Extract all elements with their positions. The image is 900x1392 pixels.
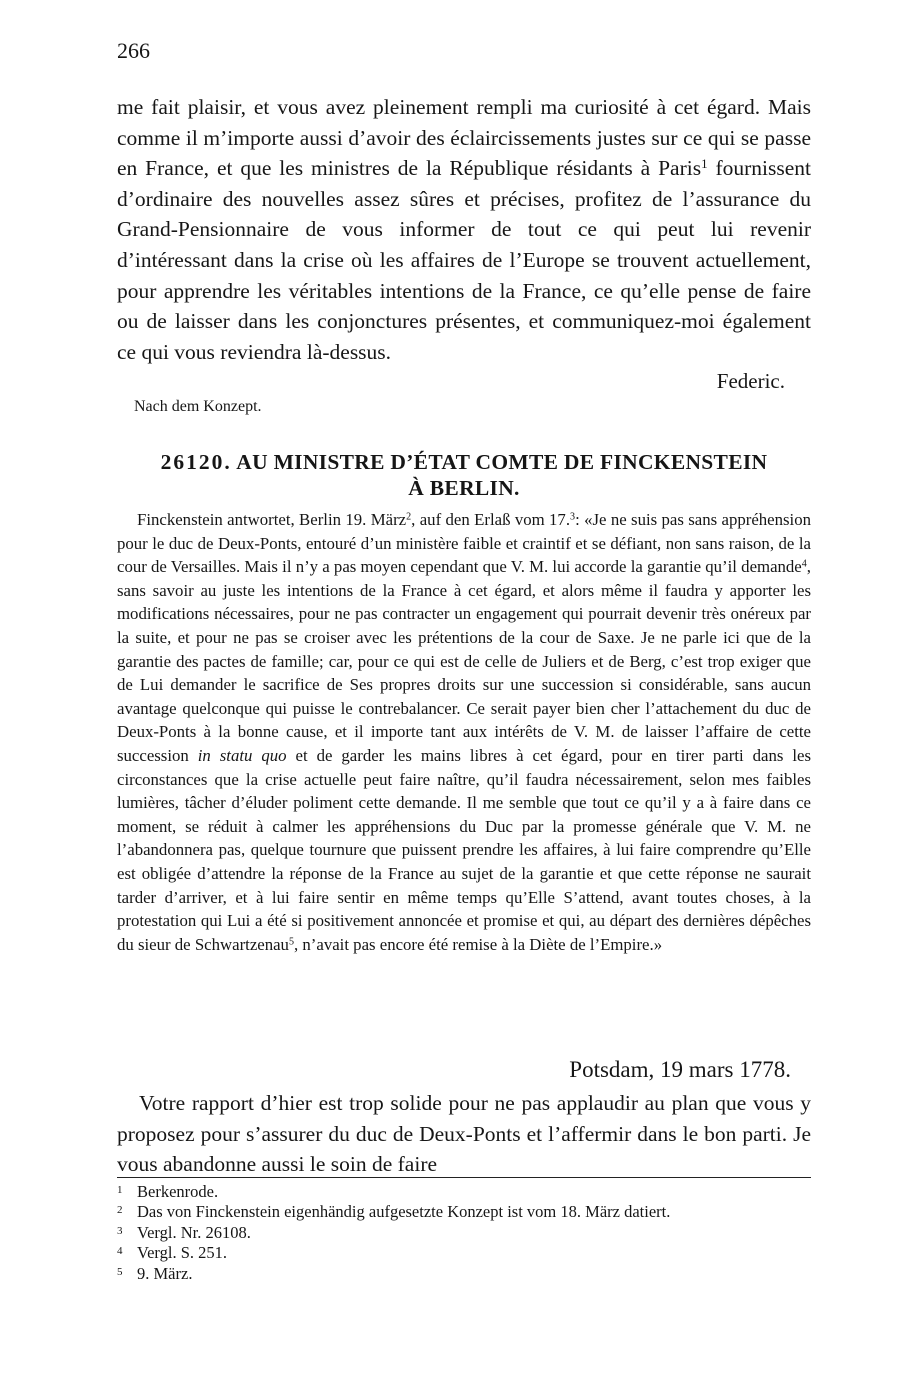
summary-text-f: , n’avait pas encore été remise à la Diète de l’Empire.» xyxy=(294,934,663,954)
footnote-text: Vergl. S. 251. xyxy=(137,1243,227,1263)
summary-text-d: , sans savoir au juste les intentions de la France à cet égard, et alors même il faudra y apporter les modifications nécessaires, pour ne pas contracter un engagement qui pourrait devenir très onéreux par la suite, et pour ne pas se croiser avec les prétentions de la cour de Saxe. Je ne parle ici que de la garantie des pactes de famille; car, pour ce qui est de celle de Juliers et de Berg, c’est trop exiger que de Lui demander le sacrifice de Ses propres droits sur une succession si considérable, sans aucun avantage quelconque qui puisse le contrebalancer. Ce serait payer bien cher l’attachement du duc de Deux-Ponts à la bonne cause, et il importe tant aux intérêts de V. M. de laisser l’affaire de cette succession xyxy=(117,557,811,765)
footnote-ref-1: 1 xyxy=(701,157,708,172)
footnote-ref-4: 4 xyxy=(801,558,807,570)
source-note: Nach dem Konzept. xyxy=(134,398,262,415)
footnote xyxy=(117,1263,670,1283)
footnote-mark: 3 xyxy=(117,1224,123,1237)
dateline: Potsdam, 19 mars 1778. xyxy=(569,1057,791,1082)
footnote-text: Berkenrode. xyxy=(137,1182,219,1201)
footnote xyxy=(117,1201,670,1221)
footnote-mark: 4 xyxy=(117,1245,123,1258)
summary-italic: in statu quo xyxy=(197,745,287,765)
footnote-ref-3: 3 xyxy=(570,511,576,523)
summary-text-b: , auf den Erlaß vom 17. xyxy=(411,510,571,529)
footnote xyxy=(117,1222,670,1242)
footnote-text: Vergl. Nr. 26108. xyxy=(137,1222,251,1242)
letter-title-line2: À BERLIN. xyxy=(408,476,520,500)
footnote-text: 9. März. xyxy=(137,1263,193,1283)
summary-text-e: et de garder les mains libres à cet égard, pour en tirer parti dans les circonstances que la crise actuelle peut faire naître, qu’il faudra nécessairement, selon mes faibles lumières, tâcher d’éluder poliment cette demande. Il me semble que tout ce qu’il y a à faire dans ce moment, se réduit à calmer les appréhensions du Duc par la promesse générale que V. M. ne l’abandonnera pas, quelque tournure que puissent prendre les affaires, à lui faire comprendre qu’Elle est obligée d’attendre la réponse de la France au sujet de la garantie et que cette réponse ne saurait tarder d’arriver, et à lui faire sentir en même temps qu’Elle S’attend, avant toutes choses, à la protestation qui Lui a été si positivement annoncée et promise et qui, au départ des dernières dépêches du sieur de Schwartzenau xyxy=(117,745,811,954)
footnote-text: Das von Finckenstein eigenhändig aufgesetzte Konzept ist vom 18. März datiert. xyxy=(137,1202,671,1222)
footnote-divider xyxy=(117,1177,811,1178)
letter-heading xyxy=(117,449,811,501)
footnote xyxy=(117,1181,670,1201)
summary-text-c: : «Je ne suis pas sans appréhension pour le duc de Deux-Ponts, entouré d’un ministère faible et craintif et se défiant, non sans raison, de la cour de Versailles. Mais il n’y a pas moyen cependant que V. M. lui accorde la garantie qu’il demande xyxy=(117,510,811,577)
footnote-ref-5: 5 xyxy=(288,936,294,948)
continued-paragraph xyxy=(117,92,811,367)
letter-number: 26120. xyxy=(160,450,232,474)
footnote-mark: 1 xyxy=(117,1184,123,1196)
letter-summary xyxy=(117,508,811,956)
footnote-ref-2: 2 xyxy=(406,511,412,523)
summary-text-a: Finckenstein antwortet, Berlin 19. März xyxy=(137,510,407,529)
continued-text-rest: fournissent d’ordinaire des nouvelles assez sûres et précises, profitez de l’assurance du Grand-Pensionnaire de vous informer de tout ce qui peut lui revenir d’intéressant dans la crise où les affaires de l’Europe se trouvent actuellement, pour apprendre les véritables intentions de la France, ce qu’elle pense de faire ou de laisser dans les conjonctures présentes, et communiquez-moi également ce qui vous reviendra là-dessus. xyxy=(117,156,811,364)
signature: Federic. xyxy=(716,369,785,393)
footnote-mark: 2 xyxy=(117,1204,123,1217)
letter-body: Votre rapport d’hier est trop solide pour ne pas applaudir au plan que vous y proposez pour s’assurer du duc de Deux-Ponts et l’affermir dans le bon parti. Je vous abandonne aussi le soin de faire xyxy=(117,1091,811,1177)
footnotes-list xyxy=(117,1181,670,1283)
footnote-mark: 5 xyxy=(117,1265,123,1278)
footnote xyxy=(117,1242,670,1262)
letter-title-line1: AU MINISTRE D’ÉTAT COMTE DE FINCKENSTEIN xyxy=(236,450,768,474)
page-number: 266 xyxy=(117,38,150,63)
continued-text: me fait plaisir, et vous avez pleinement rempli ma curiosité à cet égard. Mais comme il m’importe aussi d’avoir des éclaircissements justes sur ce qui se passe en France, et que les ministres de la République résidants à Paris xyxy=(117,95,811,181)
